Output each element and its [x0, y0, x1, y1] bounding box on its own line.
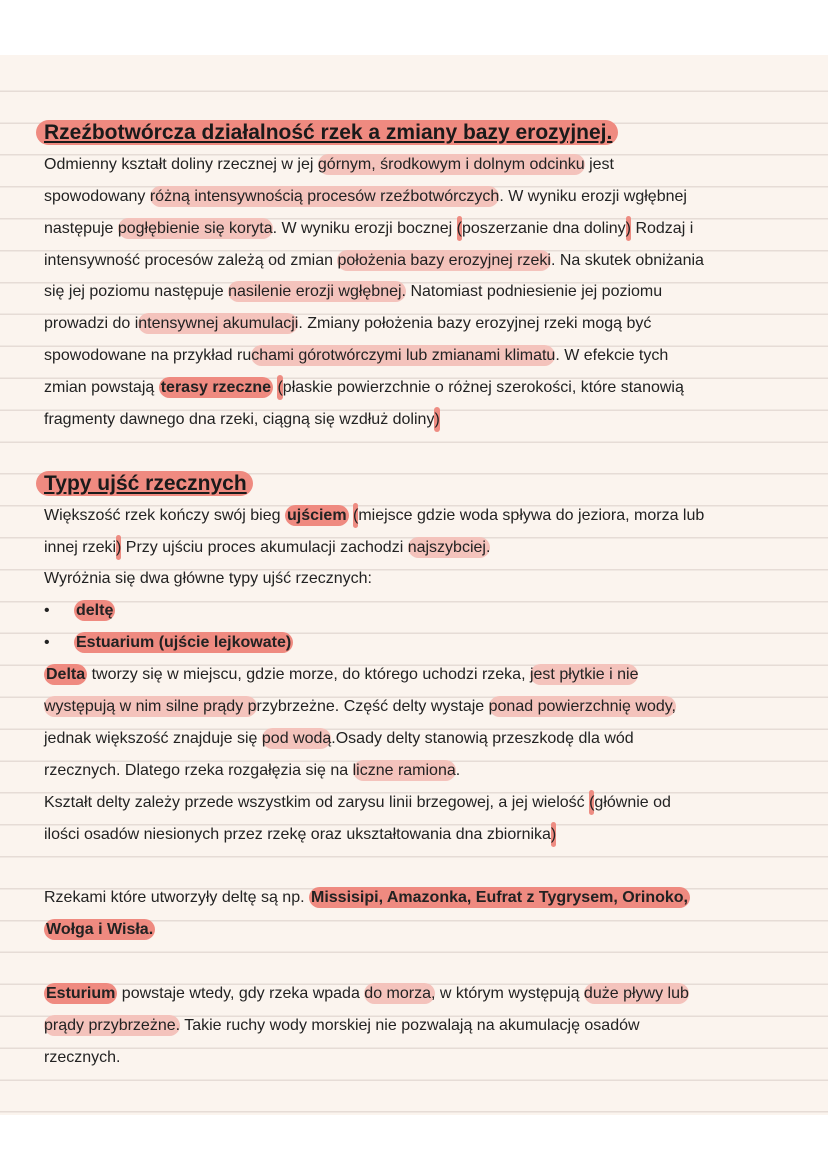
- text-segment: .: [455, 761, 461, 779]
- text-segment: prowadzi do i: [44, 315, 139, 333]
- highlighted-text: występują w nim silne prądy p: [44, 698, 257, 716]
- highlighted-text: nasilenie erozji wgłębnej.: [228, 283, 406, 301]
- text-line: [44, 245, 804, 277]
- text-line: [44, 404, 804, 436]
- text-line: [44, 372, 804, 404]
- text-segment: następuje: [44, 219, 118, 237]
- highlighted-text: Missisipi, Amazonka, Eufrat z Tygrysem, Orinoko,: [311, 889, 688, 907]
- highlighted-text: różną intensywnością procesów rzeźbotwórczych: [149, 187, 500, 205]
- text-segment: Takie ruchy wody morskiej nie pozwalają na akumulację osadów: [180, 1016, 640, 1034]
- text-segment: rzecznych. Dlatego rzeka rozgałęzia się na: [44, 761, 353, 779]
- text-segment: tworzy się w miejscu, gdzie morze, do którego uchodzi rzeka,: [87, 666, 530, 684]
- highlighted-text: duże pływy lub: [583, 985, 689, 1003]
- text-segment: intensywność procesów zależą od zmian: [44, 251, 338, 269]
- text-segment: innej rzeki: [44, 538, 117, 556]
- text-segment: Rzekami które utworzyły deltę są np.: [44, 889, 309, 907]
- highlighted-text: deltę: [76, 602, 114, 620]
- text-line: [44, 213, 804, 245]
- text-segment: jest: [584, 155, 614, 173]
- text-line: [44, 340, 804, 372]
- text-segment: . Na skutek obniżania: [550, 251, 704, 269]
- highlight-mark: (: [589, 790, 594, 815]
- text-line: [44, 500, 804, 532]
- highlight-mark: ): [116, 535, 121, 560]
- text-segment: . W wyniku erozji bocznej: [272, 219, 457, 237]
- text-segment: Większość rzek kończy swój bieg: [44, 506, 285, 524]
- text-segment: Rodzaj i: [631, 219, 694, 237]
- highlight-mark: (: [353, 503, 358, 528]
- text-line: [44, 595, 804, 627]
- text-line: [44, 563, 804, 595]
- highlighted-text: najszybciej.: [407, 538, 491, 556]
- highlighted-text: terasy rzeczne: [160, 379, 272, 397]
- highlighted-text: Estuarium (ujście lejkowate): [76, 634, 292, 652]
- text-segment: Kształt delty zależy przede wszystkim od zarysu linii brzegowej, a jej wielość: [44, 793, 590, 811]
- text-segment: miejsce gdzie woda spływa do jeziora, morza lub: [358, 506, 705, 524]
- highlighted-text: ntensywnej akumulacji: [138, 315, 299, 333]
- bullet-icon: •: [44, 634, 50, 652]
- text-segment: poszerzanie dna doliny: [462, 219, 626, 237]
- highlighted-text: ponad powierzchnię wody,: [488, 698, 676, 716]
- text-line: [44, 914, 804, 946]
- text-segment: płaskie powierzchnie o różnej szerokości, które stanowią: [282, 379, 684, 397]
- text-segment: w którym występują: [435, 985, 584, 1003]
- text-segment: jednak większość znajduje się: [44, 729, 262, 747]
- text-line: [44, 946, 804, 978]
- text-segment: głównie od: [594, 793, 671, 811]
- highlighted-text: pod wodą: [261, 729, 332, 747]
- text-segment: Przy ujściu proces akumulacji zachodzi: [121, 538, 408, 556]
- highlighted-text: Esturium: [46, 985, 116, 1003]
- highlighted-text: chami górotwórczymi lub zmianami klimatu: [251, 347, 556, 365]
- notes-text: [44, 117, 804, 1074]
- highlighted-text: Delta: [46, 666, 86, 684]
- text-line: [44, 723, 804, 755]
- highlighted-text: górnym, środkowym i dolnym odcinku: [317, 155, 585, 173]
- text-segment: .Osady delty stanowią przeszkodę dla wód: [331, 729, 634, 747]
- highlight-mark: ): [434, 407, 439, 432]
- text-line: [44, 850, 804, 882]
- text-line: [44, 978, 804, 1010]
- text-segment: . W wyniku erozji wgłębnej: [499, 187, 687, 205]
- text-line: [44, 1010, 804, 1042]
- highlighted-text: pogłębienie się koryta: [117, 219, 273, 237]
- text-segment: powstaje wtedy, gdy rzeka wpada: [117, 985, 365, 1003]
- highlighted-text: prądy przybrzeżne.: [44, 1016, 181, 1034]
- text-line: [44, 532, 804, 564]
- text-segment: rzybrzeżne. Część delty wystaje: [256, 698, 489, 716]
- highlighted-text: liczne ramiona: [352, 761, 456, 779]
- highlight-mark: ): [551, 822, 556, 847]
- highlighted-text: jest płytkie i nie: [529, 666, 639, 684]
- text-segment: . W efekcie tych: [555, 347, 669, 365]
- text-segment: . Zmiany położenia bazy erozyjnej rzeki mogą być: [298, 315, 652, 333]
- text-segment: rzecznych.: [44, 1048, 121, 1066]
- text-line: [44, 1042, 804, 1074]
- section-heading: Typy ujść rzecznych: [36, 471, 253, 496]
- highlighted-text: do morza,: [364, 985, 436, 1003]
- text-line: [44, 181, 804, 213]
- text-segment: Wyróżnia się dwa główne typy ujść rzecznych:: [44, 570, 372, 588]
- highlighted-text: położenia bazy erozyjnej rzeki: [337, 251, 551, 269]
- highlight-mark: (: [457, 216, 462, 241]
- bullet-icon: •: [44, 602, 50, 620]
- text-line: [44, 468, 804, 500]
- text-segment: się jej poziomu następuje: [44, 283, 229, 301]
- text-line: [44, 308, 804, 340]
- text-line: [44, 627, 804, 659]
- text-line: [44, 117, 804, 149]
- text-segment: fragmenty dawnego dna rzeki, ciągną się wzdłuż doliny: [44, 411, 435, 429]
- text-segment: Odmienny kształt doliny rzecznej w jej: [44, 155, 318, 173]
- text-line: [44, 819, 804, 851]
- text-segment: zmian powstają: [44, 379, 159, 397]
- text-segment: spowodowany: [44, 187, 150, 205]
- section-heading: Rzeźbotwórcza działalność rzek a zmiany bazy erozyjnej.: [36, 120, 618, 145]
- text-line: [44, 659, 804, 691]
- text-line: [44, 882, 804, 914]
- text-line: [44, 149, 804, 181]
- text-segment: spowodowane na przykład ru: [44, 347, 252, 365]
- text-line: [44, 691, 804, 723]
- highlighted-text: Wołga i Wisła.: [46, 921, 154, 939]
- text-segment: Natomiast podniesienie jej poziomu: [406, 283, 663, 301]
- text-line: [44, 755, 804, 787]
- text-segment: ilości osadów niesionych przez rzekę oraz ukształtowania dna zbiornika: [44, 825, 551, 843]
- highlight-mark: ): [626, 216, 631, 241]
- text-line: [44, 787, 804, 819]
- text-line: [44, 436, 804, 468]
- text-line: [44, 276, 804, 308]
- highlight-mark: (: [277, 375, 282, 400]
- highlighted-text: ujściem: [286, 506, 347, 524]
